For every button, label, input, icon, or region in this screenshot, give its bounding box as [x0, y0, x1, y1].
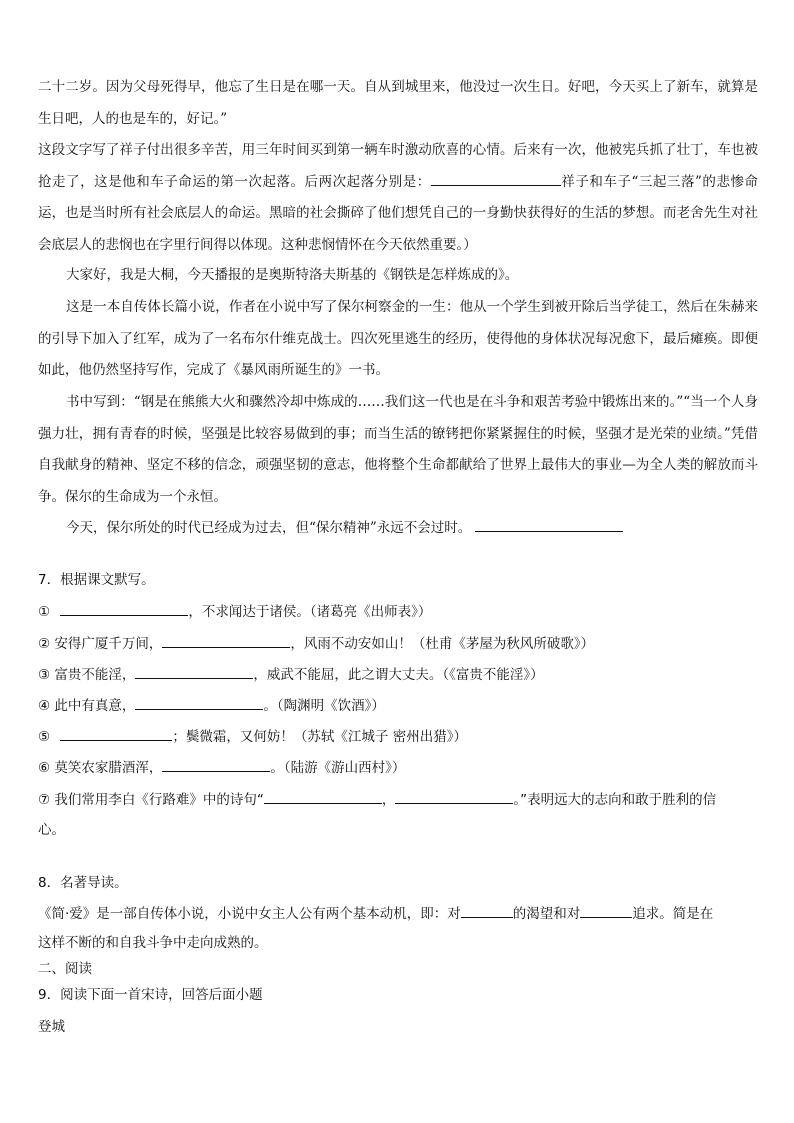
answer-blank[interactable] [135, 695, 263, 710]
question-8-line-1 [38, 903, 713, 925]
answer-blank[interactable] [60, 601, 188, 616]
dictation-item-7 [38, 789, 716, 811]
paragraph-intro: 二十二岁。因为父母死得早，他忘了生日是在哪一天。自从到城里来，他没过一次生日。好吧，今天买上了新车，就算是生日吧，人的也是车的，好记。” [38, 79, 758, 127]
item-number: ⑤ [38, 729, 51, 745]
item-number: ④ [38, 698, 51, 714]
answer-blank[interactable] [162, 757, 270, 772]
paragraph-host: 大家好，我是大桐，今天播报的是奥斯特洛夫斯基的《钢铁是怎样炼成的》。 [66, 267, 519, 283]
q8-text-a: 《简·爱》是一部自传体小说，小说中女主人公有两个基本动机，即：对 [38, 906, 461, 922]
answer-blank[interactable] [431, 171, 561, 186]
dictation-item-2 [38, 633, 594, 655]
question-7-title: 7．根据课文默写。 [38, 572, 155, 588]
answer-blank[interactable] [162, 633, 290, 648]
answer-blank[interactable] [475, 517, 623, 532]
dictation-item-3 [38, 664, 544, 686]
item-number: ⑦ [38, 792, 51, 808]
paragraph-novel: 这是一本自传体长篇小说，作者在小说中写了保尔柯察金的一生：他从一个学生到被开除后当学徒工，然后在朱赫来的引导下加入了红军，成为了一名布尔什维克战士。四次死里逃生的经历，使得他的身体状况每况愈下，最后瘫痪。即便如此，他仍然坚持写作，完成了《暴风雨所诞生的》一书。 [38, 299, 758, 378]
question-9-title: 9．阅读下面一首宋诗，回答后面小题 [38, 987, 263, 1003]
item-mid: ， [381, 792, 396, 808]
item-post: ，不求闻达于诸侯。（诸葛亮《出师表》） [188, 604, 432, 620]
answer-blank[interactable] [395, 789, 513, 804]
item-number: ③ [38, 667, 51, 683]
today-text: 今天，保尔所处的时代已经成为过去，但“保尔精神”永远不会过时。 [66, 520, 472, 536]
dictation-item-5 [38, 726, 467, 748]
item-post: ，威武不能屈，此之谓大丈夫。（《富贵不能淫》） [253, 667, 544, 683]
answer-blank[interactable] [461, 903, 513, 918]
analysis-text-after: 祥子和车子“三起三落”的悲惨命运，也是当时所有社会底层人的命运。黑暗的社会撕碎了他们想凭自己的一身勤快获得好的生活的梦想。而老舍先生对社会底层人的悲悯也在字里行间得以体现。这种悲悯情怀在今天依然重要。） [38, 173, 758, 253]
dictation-item-6 [38, 757, 405, 779]
item-post: 。”表明远大的志向和敢于胜利的信 [513, 792, 717, 808]
answer-blank[interactable] [60, 726, 172, 741]
answer-blank[interactable] [580, 903, 632, 918]
poem-title: 登城 [38, 1019, 65, 1035]
item-post: 。（陆游《游山西村》） [270, 760, 406, 776]
analysis-text-before: 这段文字写了祥子付出很多辛苦，用三年时间买到第一辆车时激动欣喜的心情。后来有一次，他被宪兵抓了壮丁，车也被抢走了，这是他和车子命运的第一次起落。后两次起落分别是： [38, 142, 758, 190]
dictation-item-4 [38, 695, 385, 717]
item-pre: 此中有真意， [54, 698, 136, 714]
item-pre: 我们常用李白《行路难》中的诗句“ [54, 792, 264, 808]
item-pre: 莫笑农家腊酒浑， [54, 760, 163, 776]
section-heading-reading: 二、阅读 [38, 961, 92, 977]
item-pre: 安得广厦千万间， [54, 636, 163, 652]
item-number: ② [38, 636, 51, 652]
paragraph-analysis [38, 135, 758, 261]
dictation-item-7-continued: 心。 [38, 822, 65, 838]
item-post: ；鬓微霜，又何妨！（苏轼《江城子 密州出猎》） [172, 729, 467, 745]
item-number: ⑥ [38, 760, 51, 776]
q8-text-c: 追求。简是在 [632, 906, 714, 922]
answer-blank[interactable] [264, 789, 382, 804]
question-8-line-2: 这样不断的和自我斗争中走向成熟的。 [38, 935, 268, 951]
item-post: ，风雨不动安如山！（杜甫《茅屋为秋风所破歌》） [290, 636, 595, 652]
paragraph-quote: 书中写到：“钢是在熊熊大火和骤然冷却中炼成的……我们这一代也是在斗争和艰苦考验中锻炼出来的。”“当一个人身强力壮，拥有青春的时候，坚强是比较容易做到的事；而当生活的镣铐把你紧紧握住的时候，坚强才是光荣的业绩。”凭借自我献身的精神、坚定不移的信念，顽强坚韧的意志，他将整个生命都献给了世界上最伟大的事业—为全人类的解放而斗争。保尔的生命成为一个永恒。 [38, 394, 758, 505]
item-pre: 富贵不能淫， [54, 667, 136, 683]
dictation-item-1 [38, 601, 431, 623]
item-post: 。（陶渊明《饮酒》） [263, 698, 385, 714]
q8-text-b: 的渴望和对 [512, 906, 581, 922]
paragraph-today [38, 513, 758, 545]
item-number: ① [38, 604, 51, 620]
question-8-title: 8．名著导读。 [38, 875, 128, 891]
answer-blank[interactable] [135, 664, 253, 679]
